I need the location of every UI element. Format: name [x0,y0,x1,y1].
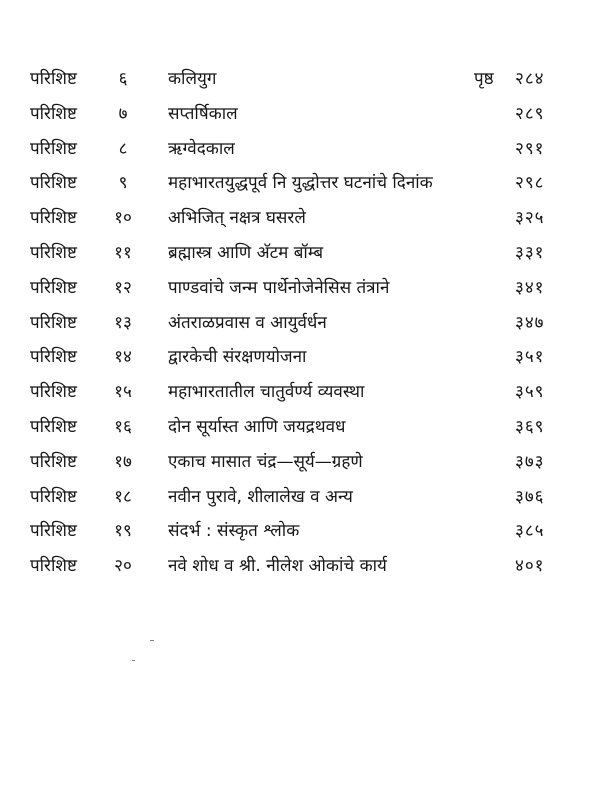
page-number: २८४ [515,69,545,89]
appendix-title: नवे शोध व श्री. नीलेश ओकांचे कार्य [168,556,387,577]
appendix-title: एकाच मासात चंद्र—सूर्य—ग्रहणे [168,451,363,472]
appendix-number: ११ [114,242,132,263]
appendix-number: ६ [118,69,128,89]
appendix-label: परिशिष्ट [30,242,77,263]
appendix-label: परिशिष्ट [30,382,77,403]
appendix-label: परिशिष्ट [30,173,77,194]
page-number: ३२५ [515,208,545,229]
appendix-label: परिशिष्ट [30,486,77,507]
appendix-number: १८ [114,486,132,507]
appendix-title: द्वारकेची संरक्षणयोजना [168,347,307,368]
toc-row [0,340,600,375]
page-number: ३४७ [515,312,545,333]
appendix-title: ब्रह्मास्त्र आणि अ‍ॅटम बॉम्ब [168,242,324,263]
toc-row [0,271,600,306]
appendix-label: परिशिष्ट [30,208,77,229]
page-number: ४०१ [515,556,545,577]
page-number: ३५९ [515,382,545,403]
appendix-number: १४ [114,347,132,368]
toc-row [0,375,600,410]
toc-row [0,306,600,341]
toc-row [0,236,600,271]
appendix-number: ९ [118,173,128,194]
page-number: ३७६ [515,486,545,507]
appendix-label: परिशिष्ट [30,138,77,159]
toc-row [0,201,600,236]
page-number: २९१ [515,138,545,159]
appendix-title: संदर्भ : संस्कृत श्लोक [168,521,300,542]
appendix-number: २० [114,556,132,577]
appendix-label: परिशिष्ट [30,556,77,577]
appendix-number: १० [114,208,132,229]
scan-speck [150,640,154,641]
page-number: ३६९ [515,416,545,437]
appendix-label: परिशिष्ट [30,312,77,333]
page-number: २८९ [515,103,545,124]
toc-row [0,480,600,515]
appendix-title: महाभारतयुद्धपूर्व नि युद्धोत्तर घटनांचे दिनांक [168,173,433,194]
appendix-number: १७ [114,451,132,472]
appendix-title: कलियुग [168,69,217,89]
page-number: ३४१ [515,277,545,298]
appendix-label: परिशिष्ट [30,277,77,298]
appendix-label: परिशिष्ट [30,521,77,542]
toc-row [0,97,600,132]
toc-row [0,132,600,167]
appendix-title: सप्तर्षिकाल [168,103,238,124]
toc-row [0,445,600,480]
appendix-title: नवीन पुरावे, शीलालेख व अन्य [168,486,353,507]
toc-row [0,549,600,584]
page-number: ३८५ [515,521,545,542]
appendix-number: १६ [114,416,132,437]
appendix-label: परिशिष्ट [30,69,77,89]
appendix-title: महाभारतातील चातुर्वर्ण्य व्यवस्था [168,382,365,403]
appendix-label: परिशिष्ट [30,103,77,124]
table-of-contents [0,62,600,584]
page-number: २९८ [515,173,545,194]
appendix-number: ८ [118,138,128,159]
appendix-title: ऋग्वेदकाल [168,138,235,159]
appendix-number: १५ [114,382,132,403]
appendix-label: परिशिष्ट [30,451,77,472]
appendix-title: अंतराळप्रवास व आयुर्वर्धन [168,312,327,333]
toc-row [0,410,600,445]
appendix-number: १९ [114,521,132,542]
appendix-title: अभिजित् नक्षत्र घसरले [168,208,306,229]
appendix-number: १२ [114,277,132,298]
toc-row [0,166,600,201]
page-prefix: पृष्ठ [474,69,494,89]
toc-row [0,514,600,549]
appendix-number: ७ [118,103,128,124]
appendix-number: १३ [114,312,132,333]
page-number: ३५१ [515,347,545,368]
page-number: ३३१ [515,242,545,263]
appendix-label: परिशिष्ट [30,347,77,368]
scan-speck [132,660,135,661]
appendix-title: पाण्डवांचे जन्म पार्थेनोजेनेसिस तंत्राने [168,277,390,298]
toc-row [0,62,600,97]
page-number: ३७३ [515,451,545,472]
appendix-label: परिशिष्ट [30,416,77,437]
appendix-title: दोन सूर्यास्त आणि जयद्रथवध [168,416,346,437]
